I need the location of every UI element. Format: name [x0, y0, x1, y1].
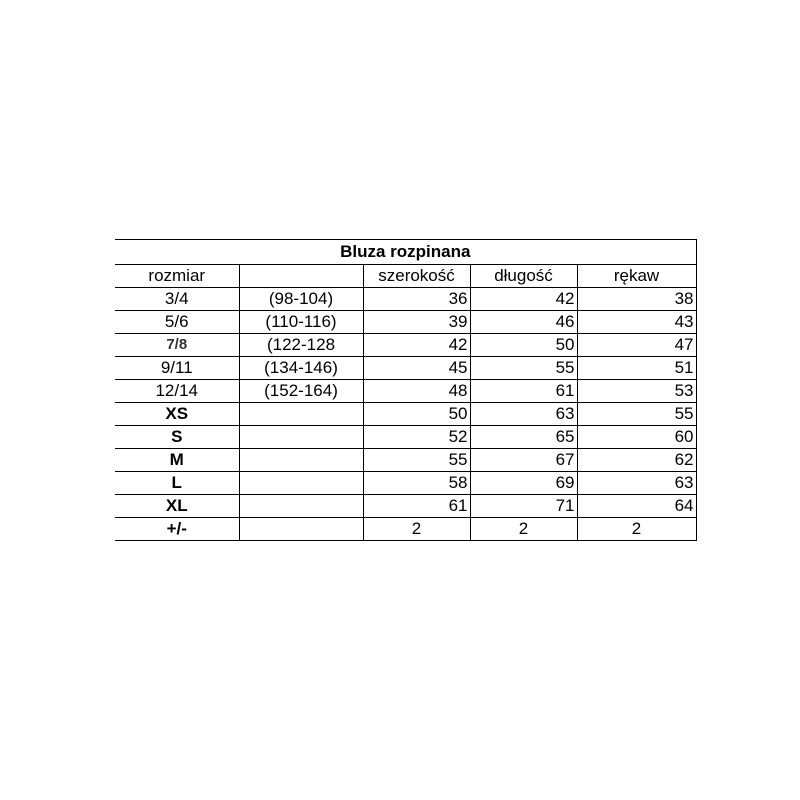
cell-width: 61	[363, 495, 470, 518]
cell-age	[239, 518, 363, 541]
cell-size: 9/11	[115, 357, 239, 380]
cell-age: (110-116)	[239, 311, 363, 334]
table-row	[115, 472, 696, 495]
size-chart-table	[115, 239, 697, 541]
cell-size: XL	[115, 495, 239, 518]
cell-length: 42	[470, 288, 577, 311]
cell-size: 7/8	[115, 334, 239, 357]
cell-sleeve-tolerance: 2	[577, 518, 696, 541]
cell-tolerance-label: +/-	[115, 518, 239, 541]
table-row	[115, 334, 696, 357]
cell-size: XS	[115, 403, 239, 426]
cell-width: 55	[363, 449, 470, 472]
cell-age	[239, 472, 363, 495]
cell-sleeve: 64	[577, 495, 696, 518]
cell-width: 50	[363, 403, 470, 426]
cell-length: 61	[470, 380, 577, 403]
header-size: rozmiar	[115, 265, 239, 288]
cell-sleeve: 63	[577, 472, 696, 495]
table-header-row	[115, 265, 696, 288]
cell-age: (98-104)	[239, 288, 363, 311]
tolerance-row	[115, 518, 696, 541]
cell-length: 69	[470, 472, 577, 495]
cell-size: 12/14	[115, 380, 239, 403]
cell-sleeve: 51	[577, 357, 696, 380]
cell-width: 52	[363, 426, 470, 449]
table-title-row	[115, 240, 696, 265]
header-sleeve: rękaw	[577, 265, 696, 288]
cell-age	[239, 403, 363, 426]
cell-length: 50	[470, 334, 577, 357]
header-age	[239, 265, 363, 288]
cell-length: 63	[470, 403, 577, 426]
cell-sleeve: 60	[577, 426, 696, 449]
cell-length-tolerance: 2	[470, 518, 577, 541]
cell-age: (122-128	[239, 334, 363, 357]
cell-size: L	[115, 472, 239, 495]
table-row	[115, 403, 696, 426]
table-row	[115, 426, 696, 449]
cell-age: (134-146)	[239, 357, 363, 380]
cell-size: 5/6	[115, 311, 239, 334]
cell-sleeve: 47	[577, 334, 696, 357]
cell-age: (152-164)	[239, 380, 363, 403]
header-length: długość	[470, 265, 577, 288]
cell-age	[239, 449, 363, 472]
table-row	[115, 357, 696, 380]
table-row	[115, 495, 696, 518]
cell-width: 36	[363, 288, 470, 311]
cell-size: M	[115, 449, 239, 472]
cell-age	[239, 495, 363, 518]
cell-width: 42	[363, 334, 470, 357]
cell-length: 46	[470, 311, 577, 334]
cell-width: 58	[363, 472, 470, 495]
cell-age	[239, 426, 363, 449]
table-row	[115, 311, 696, 334]
cell-width-tolerance: 2	[363, 518, 470, 541]
cell-length: 65	[470, 426, 577, 449]
header-width: szerokość	[363, 265, 470, 288]
table-row	[115, 380, 696, 403]
cell-sleeve: 43	[577, 311, 696, 334]
table-row	[115, 288, 696, 311]
cell-sleeve: 62	[577, 449, 696, 472]
cell-length: 55	[470, 357, 577, 380]
cell-sleeve: 53	[577, 380, 696, 403]
cell-width: 48	[363, 380, 470, 403]
cell-size: S	[115, 426, 239, 449]
cell-sleeve: 55	[577, 403, 696, 426]
cell-width: 45	[363, 357, 470, 380]
cell-length: 67	[470, 449, 577, 472]
cell-width: 39	[363, 311, 470, 334]
cell-length: 71	[470, 495, 577, 518]
cell-sleeve: 38	[577, 288, 696, 311]
cell-size: 3/4	[115, 288, 239, 311]
table-title: Bluza rozpinana	[115, 240, 696, 265]
table-row	[115, 449, 696, 472]
